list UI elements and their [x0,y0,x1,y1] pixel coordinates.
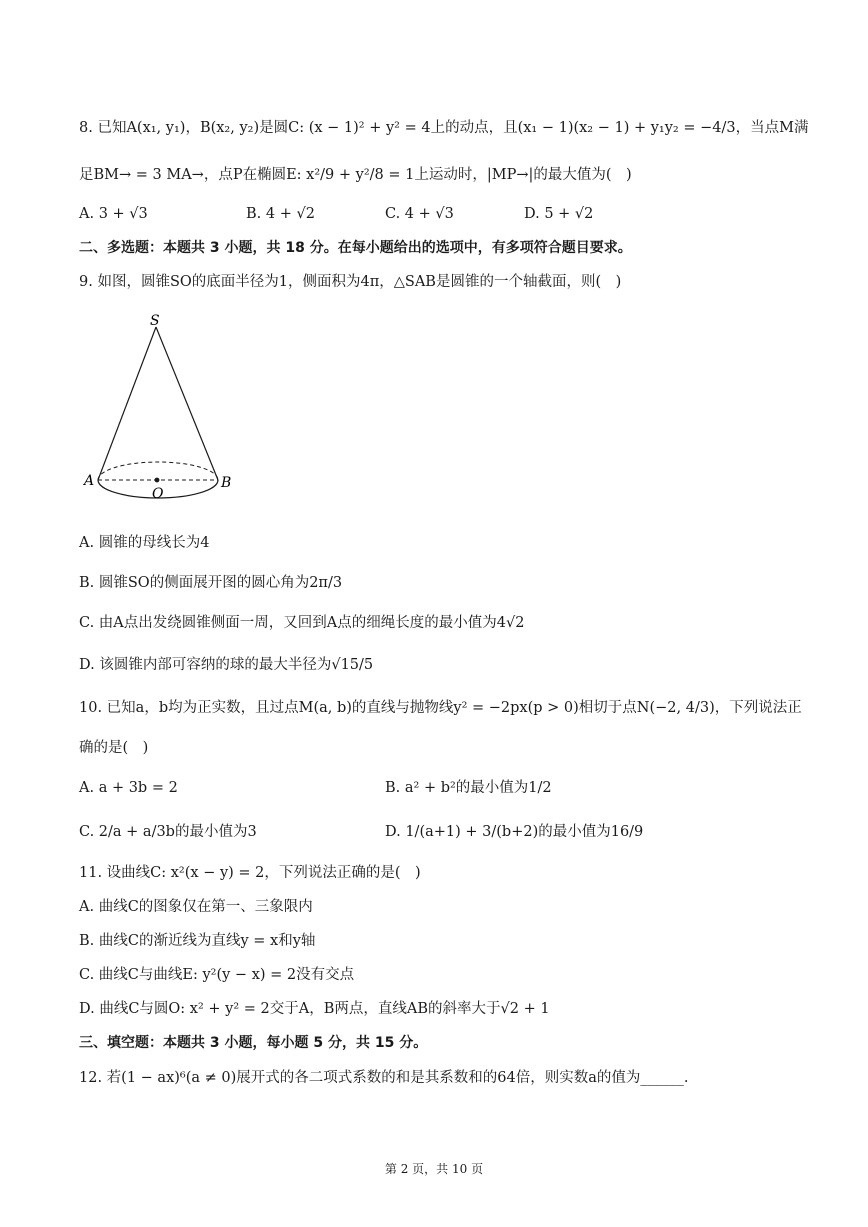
q9-option-b: B. 圆锥SO的侧面展开图的圆心角为2π/3 [79,575,343,591]
q10-option-b: B. a² + b²的最小值为1/2 [385,780,552,796]
label-b: B [221,475,232,491]
q8-option-d: D. 5 + √2 [524,206,594,222]
cone-center-point [155,478,160,483]
q8-options [79,204,779,224]
q11-option-b: B. 曲线C的渐近线为直线y = x和y轴 [79,933,316,949]
q8-option-a: A. 3 + √3 [79,206,148,222]
q10-stem-line1: 10. 已知a，b均为正实数，且过点M(a, b)的直线与抛物线y² = −2px(p > 0)相切于点N(−2, 4/3)，下列说法正 [79,700,802,716]
q8-option-b: B. 4 + √2 [246,206,315,222]
page-footer: 第 2 页，共 10 页 [384,1162,484,1176]
q10-options-row1 [79,778,779,798]
q11-option-a: A. 曲线C的图象仅在第一、三象限内 [79,899,313,915]
question-12: 12. 若(1 − ax)⁶(a ≠ 0)展开式的各二项式系数的和是其系数和的64倍，则实数a的值为______. [79,1070,689,1086]
q10-stem-line2: 确的是( ) [79,740,149,756]
cone-left-edge [98,327,156,480]
q9-option-c: C. 由A点出发绕圆锥侧面一周，又回到A点的细绳长度的最小值为4√2 [79,615,525,631]
q11-option-d: D. 曲线C与圆O: x² + y² = 2交于A，B两点，直线AB的斜率大于√2 + 1 [79,1001,550,1017]
q10-option-d: D. 1/(a+1) + 3/(b+2)的最小值为16/9 [385,824,644,840]
q11-stem: 11. 设曲线C: x²(x − y) = 2，下列说法正确的是( ) [79,865,421,881]
section-heading-multiple-choice: 二、多选题：本题共 3 小题，共 18 分。在每小题给出的选项中，有多项符合题目要求。 [79,240,632,256]
cone-figure [80,305,240,505]
label-a: A [84,473,95,489]
q9-option-a: A. 圆锥的母线长为4 [79,535,210,551]
q9-stem: 9. 如图，圆锥SO的底面半径为1，侧面积为4π，△SAB是圆锥的一个轴截面，则( ) [79,274,622,290]
q8-stem-line2: 足BM→ = 3 MA→，点P在椭圆E: x²/9 + y²/8 = 1上运动时，|MP→|的最大值为( ) [79,167,632,183]
q10-option-c: C. 2/a + a/3b的最小值为3 [79,824,257,840]
q9-option-d: D. 该圆锥内部可容纳的球的最大半径为√15/5 [79,657,374,673]
section-heading-fill-in: 三、填空题：本题共 3 小题，每小题 5 分，共 15 分。 [79,1035,428,1051]
cone-base-back [98,462,218,480]
q10-option-a: A. a + 3b = 2 [79,780,178,796]
q8-option-c: C. 4 + √3 [385,206,454,222]
q10-options-row2 [79,822,779,842]
q11-option-c: C. 曲线C与曲线E: y²(y − x) = 2没有交点 [79,967,355,983]
label-s: S [150,313,160,329]
label-o: O [152,486,164,502]
q8-stem-line1: 8. 已知A(x₁, y₁)，B(x₂, y₂)是圆C: (x − 1)² + y² = 4上的动点，且(x₁ − 1)(x₂ − 1) + y₁y₂ = −4/3，当点M满 [79,120,809,136]
cone-right-edge [156,327,218,480]
